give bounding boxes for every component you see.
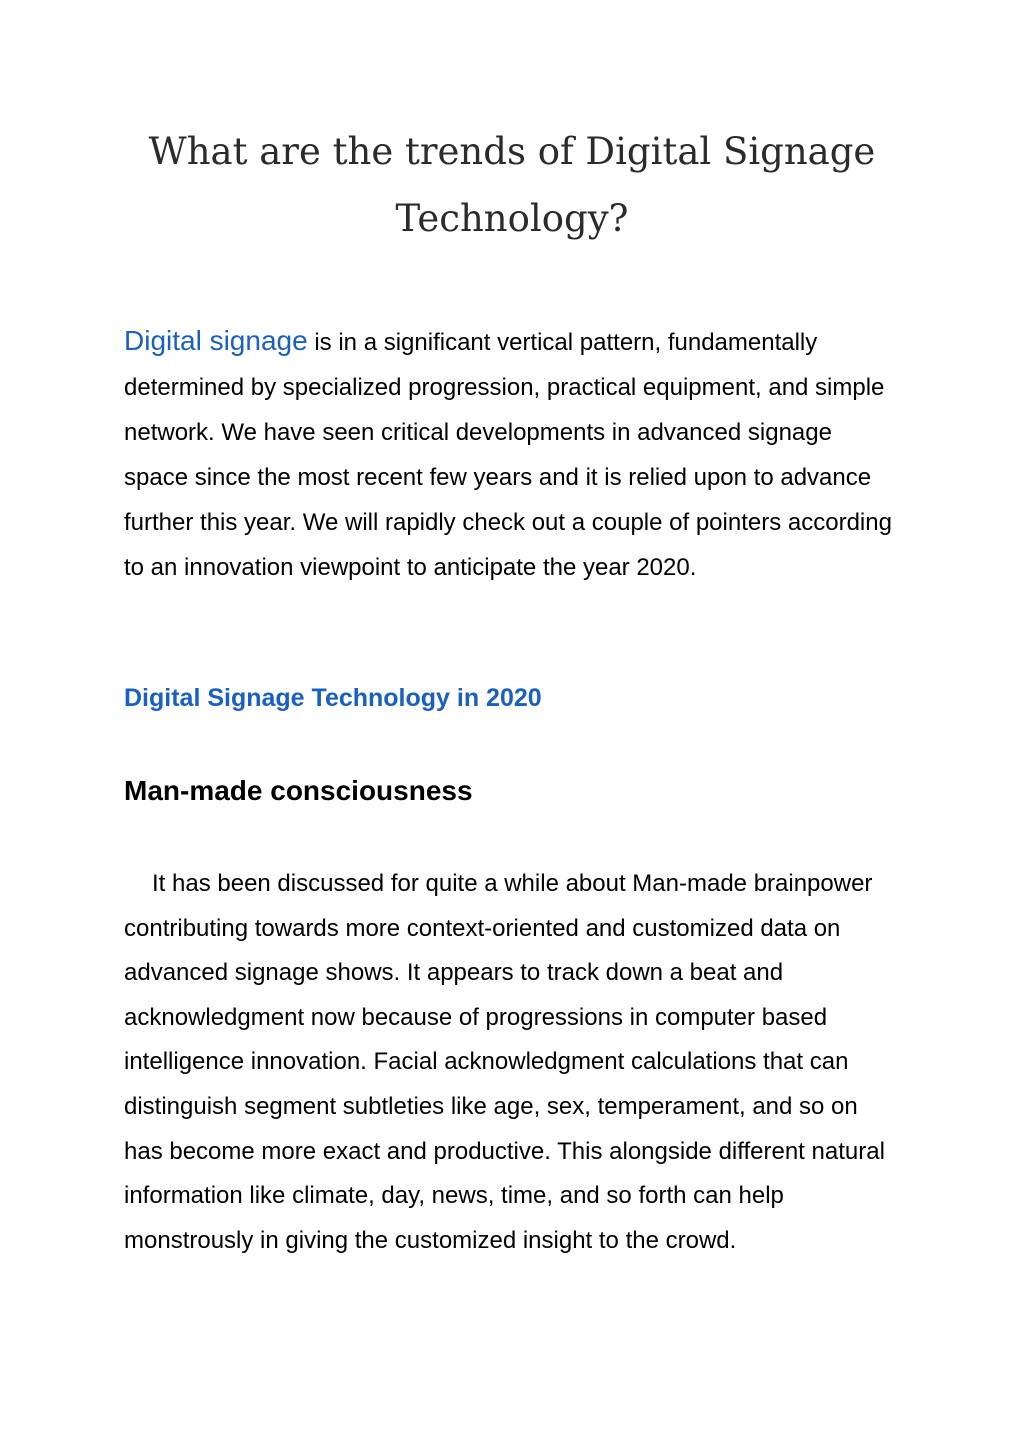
subsection-heading: Man-made consciousness: [124, 775, 473, 806]
subsection-paragraph: It has been discussed for quite a while about Man-made brainpower contributing towards more context-oriented and customized data on advanced signage shows. It appears to track down a beat and acknowledgment now because of progressions in computer based intelligence innovation. Facial acknowledgment calculations that can distinguish segment subtleties like age, sex, temperament, and so on has become more exact and productive. This alongside different natural information like climate, day, news, time, and so forth can help monstrously in giving the customized insight to the crowd.: [124, 870, 885, 1254]
section-heading: Digital Signage Technology in 2020: [124, 684, 542, 712]
intro-text: is in a significant vertical pattern, fundamentally determined by specialized progression, practical equipment, and simple network. We have seen critical developments in advanced signage space since the most recent few years and it is relied upon to advance further this year. We will rapidly check out a couple of pointers according to an innovation viewpoint to anticipate the year 2020.: [124, 329, 892, 581]
page-title: What are the trends of Digital Signage Technology?: [148, 130, 876, 240]
digital-signage-link[interactable]: Digital signage: [124, 325, 308, 356]
intro-paragraph: [124, 318, 900, 590]
